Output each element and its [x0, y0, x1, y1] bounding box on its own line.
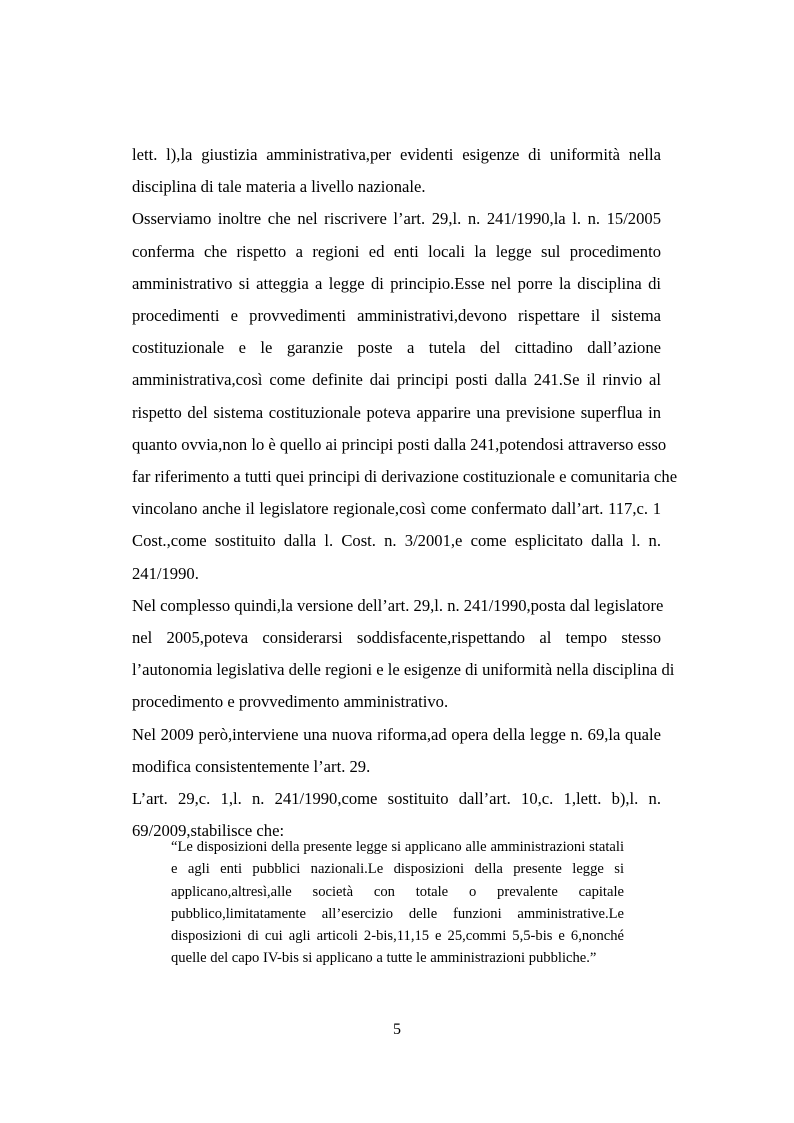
text-line: amministrativa,così come definite dai principi posti dalla 241.Se il rinvio al	[132, 370, 661, 390]
quote-line: applicano,altresì,alle società con totale o prevalente capitale	[171, 883, 624, 900]
page-number: 5	[393, 1021, 401, 1038]
text-line: Nel 2009 però,interviene una nuova riforma,ad opera della legge n. 69,la quale	[132, 724, 661, 744]
text-line: quanto ovvia,non lo è quello ai principi posti dalla 241,potendosi attraverso esso	[132, 434, 667, 454]
text-line: amministrativo si atteggia a legge di principio.Esse nel porre la disciplina di	[132, 273, 661, 293]
text-line: 241/1990.	[132, 563, 199, 583]
text-line: 69/2009,stabilisce che:	[132, 821, 285, 841]
text-line: costituzionale e le garanzie poste a tutela del cittadino dall’azione	[132, 338, 661, 358]
text-line: rispetto del sistema costituzionale poteva apparire una previsione superflua in	[132, 402, 661, 422]
paragraph	[132, 590, 675, 719]
text-line: procedimento e provvedimento amministrativo.	[132, 692, 449, 712]
text-line: far riferimento a tutti quei principi di derivazione costituzionale e comunitaria che	[132, 467, 678, 487]
text-line: Osserviamo inoltre che nel riscrivere l’art. 29,l. n. 241/1990,la l. n. 15/2005	[132, 209, 661, 229]
text-line: L’art. 29,c. 1,l. n. 241/1990,come sostituito dall’art. 10,c. 1,lett. b),l. n.	[132, 789, 661, 809]
text-line: conferma che rispetto a regioni ed enti locali la legge sul procedimento	[132, 241, 661, 261]
text-line: nel 2005,poteva considerarsi soddisfacente,rispettando al tempo stesso	[132, 628, 661, 648]
text-line: Cost.,come sostituito dalla l. Cost. n. 3/2001,e come esplicitato dalla l. n.	[132, 531, 661, 551]
body-text	[132, 139, 678, 847]
text-line: procedimenti e provvedimenti amministrativi,devono rispettare il sistema	[132, 306, 661, 326]
quote-line: disposizioni di cui agli articoli 2-bis,11,15 e 25,commi 5,5-bis e 6,nonché	[171, 928, 624, 945]
text-line: l’autonomia legislativa delle regioni e le esigenze di uniformità nella disciplina di	[132, 660, 675, 680]
paragraph	[132, 139, 661, 203]
text-line: modifica consistentemente l’art. 29.	[132, 756, 371, 776]
text-line: disciplina di tale materia a livello nazionale.	[132, 177, 426, 197]
quote-line: e agli enti pubblici nazionali.Le disposizioni della presente legge si	[171, 861, 624, 878]
quote-line: pubblico,limitatamente all’esercizio delle funzioni amministrative.Le	[171, 905, 624, 922]
paragraph	[132, 203, 678, 589]
paragraph	[132, 719, 661, 783]
text-line: vincolano anche il legislatore regionale,così come confermato dall’art. 117,c. 1	[132, 499, 661, 519]
block-quote	[171, 836, 624, 970]
text-line: lett. l),la giustizia amministrativa,per evidenti esigenze di uniformità nella	[132, 145, 661, 164]
quote-line: quelle del capo IV-bis si applicano a tutte le amministrazioni pubbliche.”	[171, 950, 597, 967]
quote-line: “Le disposizioni della presente legge si applicano alle amministrazioni statali	[171, 839, 624, 855]
text-line: Nel complesso quindi,la versione dell’art. 29,l. n. 241/1990,posta dal legislatore	[132, 595, 664, 615]
